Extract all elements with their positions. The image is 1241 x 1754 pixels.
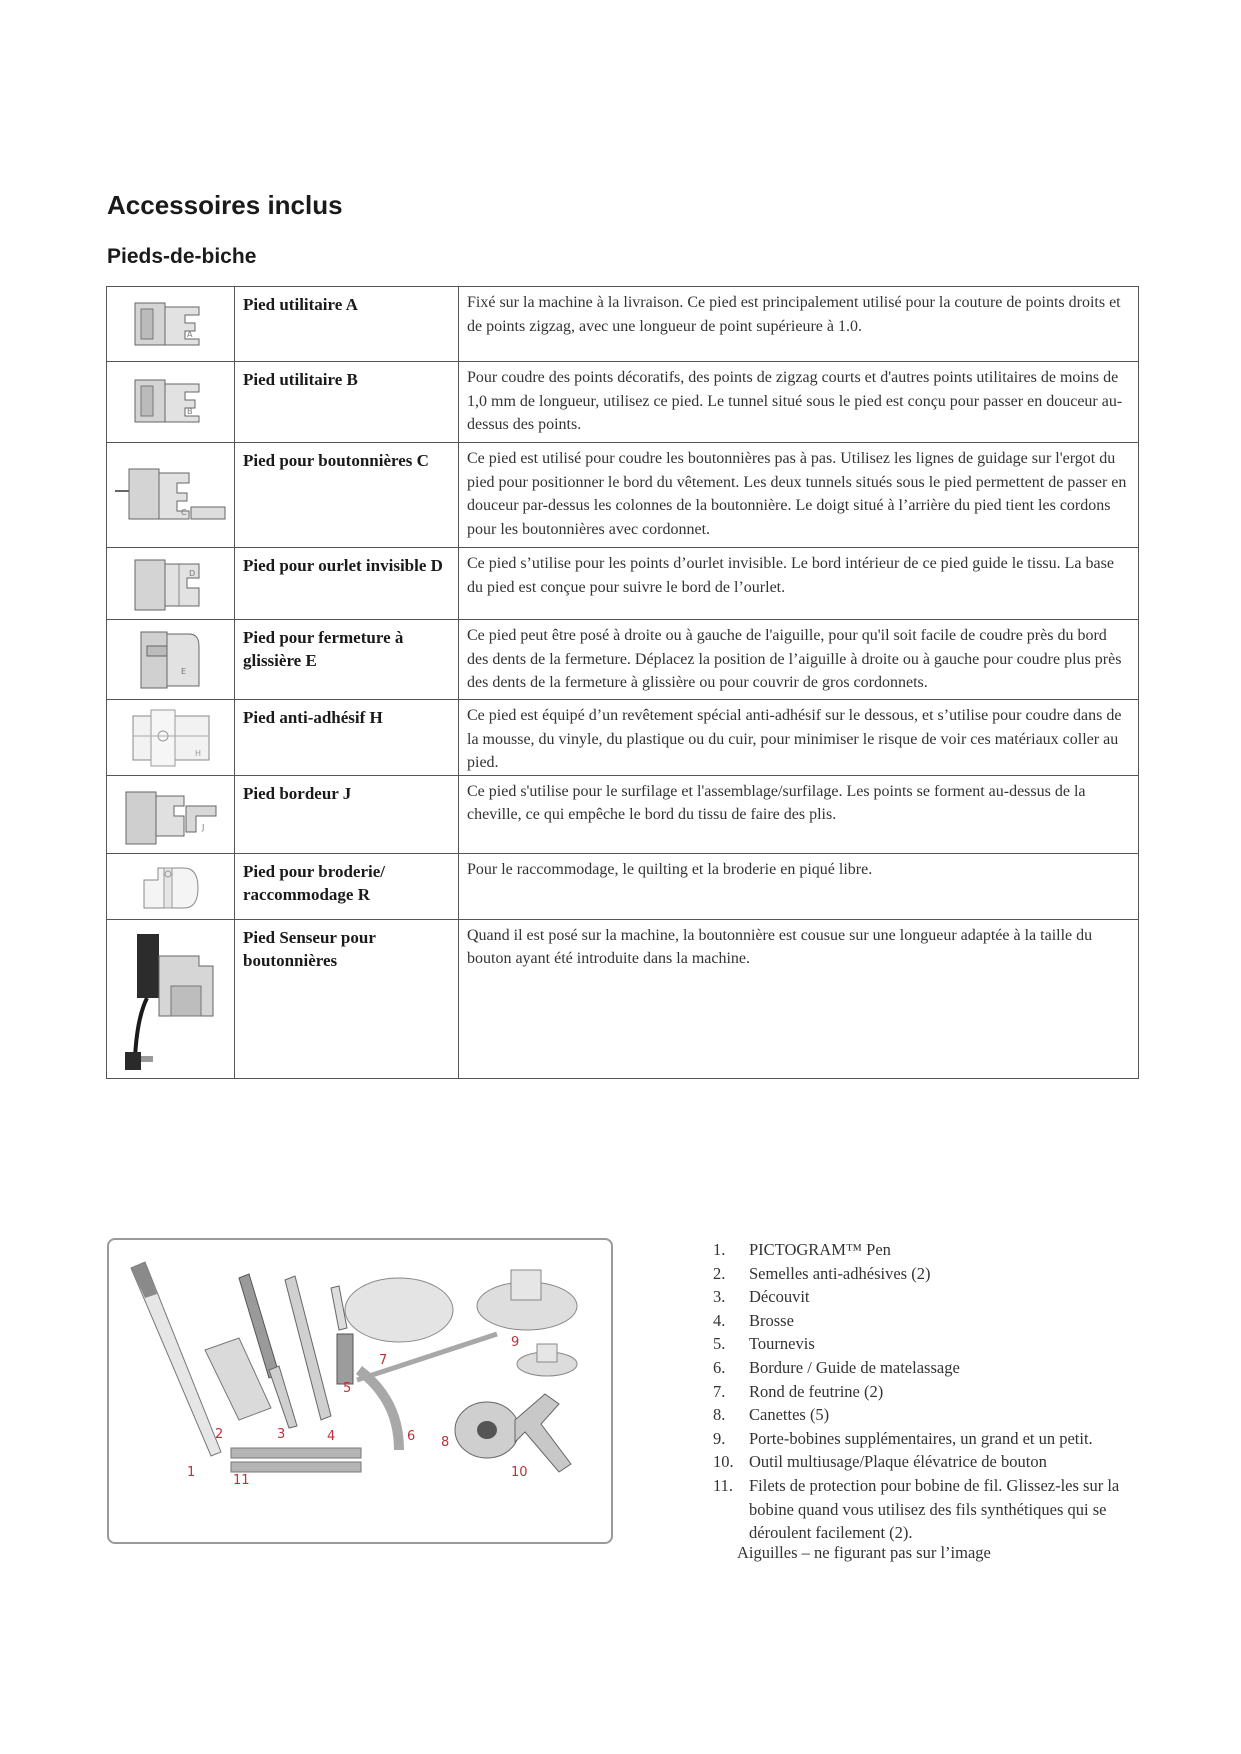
foot-name: Pied anti-adhésif H <box>235 700 459 776</box>
svg-text:D: D <box>188 569 195 578</box>
foot-description: Ce pied s'utilise pour le surfilage et l'assemblage/surfilage. Les points se forment au-dessus de la cheville, ce qui empêche le bord du tissu de faire des plis. <box>459 775 1139 853</box>
foot-name: Pied utilitaire A <box>235 287 459 362</box>
foot-description: Pour le raccommodage, le quilting et la broderie en piqué libre. <box>459 853 1139 919</box>
table-row <box>107 853 1139 919</box>
accessories-illustration <box>107 1238 613 1544</box>
table-row <box>107 919 1139 1078</box>
utility-foot-a-icon <box>121 293 221 353</box>
table-row <box>107 287 1139 362</box>
accessory-list <box>713 1238 1143 1545</box>
callout-7: 7 <box>379 1353 388 1368</box>
foot-name: Pied bordeur J <box>235 775 459 853</box>
list-item: 5. Tournevis <box>713 1334 815 1354</box>
foot-description: Ce pied s’utilise pour les points d’ourlet invisible. Le bord intérieur de ce pied guide le tissu. La base du pied est conçue pour suivre le bord de l’ourlet. <box>459 548 1139 620</box>
edging-foot-j-icon <box>116 782 226 848</box>
list-item: 9. Porte-bobines supplémentaires, un grand et un petit. <box>713 1428 1093 1448</box>
callout-11: 11 <box>233 1473 250 1488</box>
callout-6: 6 <box>407 1429 416 1444</box>
svg-text:B: B <box>186 407 192 416</box>
table-row <box>107 775 1139 853</box>
quilting-guide-icon <box>357 1334 497 1380</box>
spool-net-icon <box>231 1448 361 1458</box>
svg-text:C: C <box>180 508 187 517</box>
list-item: 4. Brosse <box>713 1310 794 1330</box>
callout-9: 9 <box>511 1335 520 1350</box>
svg-text:H: H <box>194 749 201 758</box>
needles-note: Aiguilles – ne figurant pas sur l’image <box>737 1543 991 1562</box>
foot-description: Quand il est posé sur la machine, la boutonnière est cousue sur une longueur adaptée à la taille du bouton ayant été introduite dans la machine. <box>459 919 1139 1078</box>
zipper-foot-e-icon <box>121 626 221 692</box>
foot-description: Ce pied peut être posé à droite ou à gauche de l'aiguille, pour qu'il soit facile de coudre près du bord des dents de la fermeture. Déplacez la position de l’aiguille à droite ou à gauche pour coudre plus près des dents de la fermeture à glissière ou pour couvrir de gros cordonnets. <box>459 620 1139 700</box>
callout-2: 2 <box>215 1427 224 1442</box>
list-item: 7. Rond de feutrine (2) <box>713 1381 884 1401</box>
list-item: 1. PICTOGRAM™ Pen <box>713 1240 891 1259</box>
brush-icon <box>285 1276 331 1420</box>
table-row <box>107 362 1139 443</box>
darning-foot-r-icon <box>126 860 216 916</box>
multipurpose-tool-icon <box>515 1394 571 1472</box>
callout-10: 10 <box>511 1465 528 1480</box>
table-row <box>107 548 1139 620</box>
list-item: 10. Outil multiusage/Plaque élévatrice de bouton <box>713 1452 1047 1472</box>
foot-description: Pour coudre des points décoratifs, des points de zigzag courts et d'autres points utilitaires de moins de 1,0 mm de longueur, utilisez ce pied. Le tunnel situé sous le pied est conçu pour passer en douceur au-dessus des points. <box>459 362 1139 443</box>
callout-3: 3 <box>277 1427 286 1442</box>
list-item: 3. Découvit <box>713 1287 810 1307</box>
blindhem-foot-d-icon <box>121 554 221 614</box>
foot-description: Ce pied est utilisé pour coudre les boutonnières pas à pas. Utilisez les lignes de guidage sur l'ergot du pied pour positionner le bord du vêtement. Les deux tunnels situés sous le pied permettent de passer en douceur par-dessus les colonnes de la boutonnière. Le doigt situé à l’arrière du pied tient les cordons pour les boutonnières avec cordonnet. <box>459 443 1139 548</box>
list-item: 2. Semelles anti-adhésives (2) <box>713 1263 931 1283</box>
callout-4: 4 <box>327 1429 336 1444</box>
buttonhole-foot-c-icon <box>111 449 231 529</box>
list-item: 11. Filets de protection pour bobine de fil. Glissez-les sur la bobine quand vous utilisez des fils synthétiques qui se déroulent facilement (2). <box>713 1475 1120 1543</box>
foot-name: Pied utilitaire B <box>235 362 459 443</box>
foot-name: Pied Senseur pour boutonnières <box>235 919 459 1078</box>
foot-description: Fixé sur la machine à la livraison. Ce pied est principalement utilisé pour la couture de points droits et de points zigzag, avec une longueur de point supérieure à 1.0. <box>459 287 1139 362</box>
list-item: 6. Bordure / Guide de matelassage <box>713 1357 960 1377</box>
callout-8: 8 <box>441 1435 450 1450</box>
svg-text:J: J <box>201 822 204 832</box>
presser-feet-table <box>106 286 1139 1079</box>
section-title: Pieds-de-biche <box>107 245 257 268</box>
foot-name: Pied pour boutonnières C <box>235 443 459 548</box>
accessories-drawing <box>109 1240 611 1542</box>
svg-text:E: E <box>180 667 186 676</box>
foot-name: Pied pour ourlet invisible D <box>235 548 459 620</box>
svg-text:A: A <box>186 330 192 339</box>
callout-1: 1 <box>187 1465 196 1480</box>
foot-name: Pied pour fermeture à glissière E <box>235 620 459 700</box>
page-title: Accessoires inclus <box>107 190 343 220</box>
non-stick-foot-h-icon <box>121 706 221 768</box>
sensor-buttonhole-foot-icon <box>111 926 231 1074</box>
table-row <box>107 620 1139 700</box>
callout-5: 5 <box>343 1381 352 1396</box>
felt-disc-icon <box>345 1278 453 1342</box>
utility-foot-b-icon <box>121 368 221 430</box>
foot-name: Pied pour broderie/ raccommodage R <box>235 853 459 919</box>
foot-description: Ce pied est équipé d’un revêtement spécial anti-adhésif sur le dessous, et s’utilise pour coudre dans de la mousse, du vinyle, du plastique ou du cuir, pour minimiser le risque de voir ces matériaux coller au pied. <box>459 700 1139 776</box>
table-row <box>107 700 1139 776</box>
table-row <box>107 443 1139 548</box>
list-item: 8. Canettes (5) <box>713 1405 830 1425</box>
